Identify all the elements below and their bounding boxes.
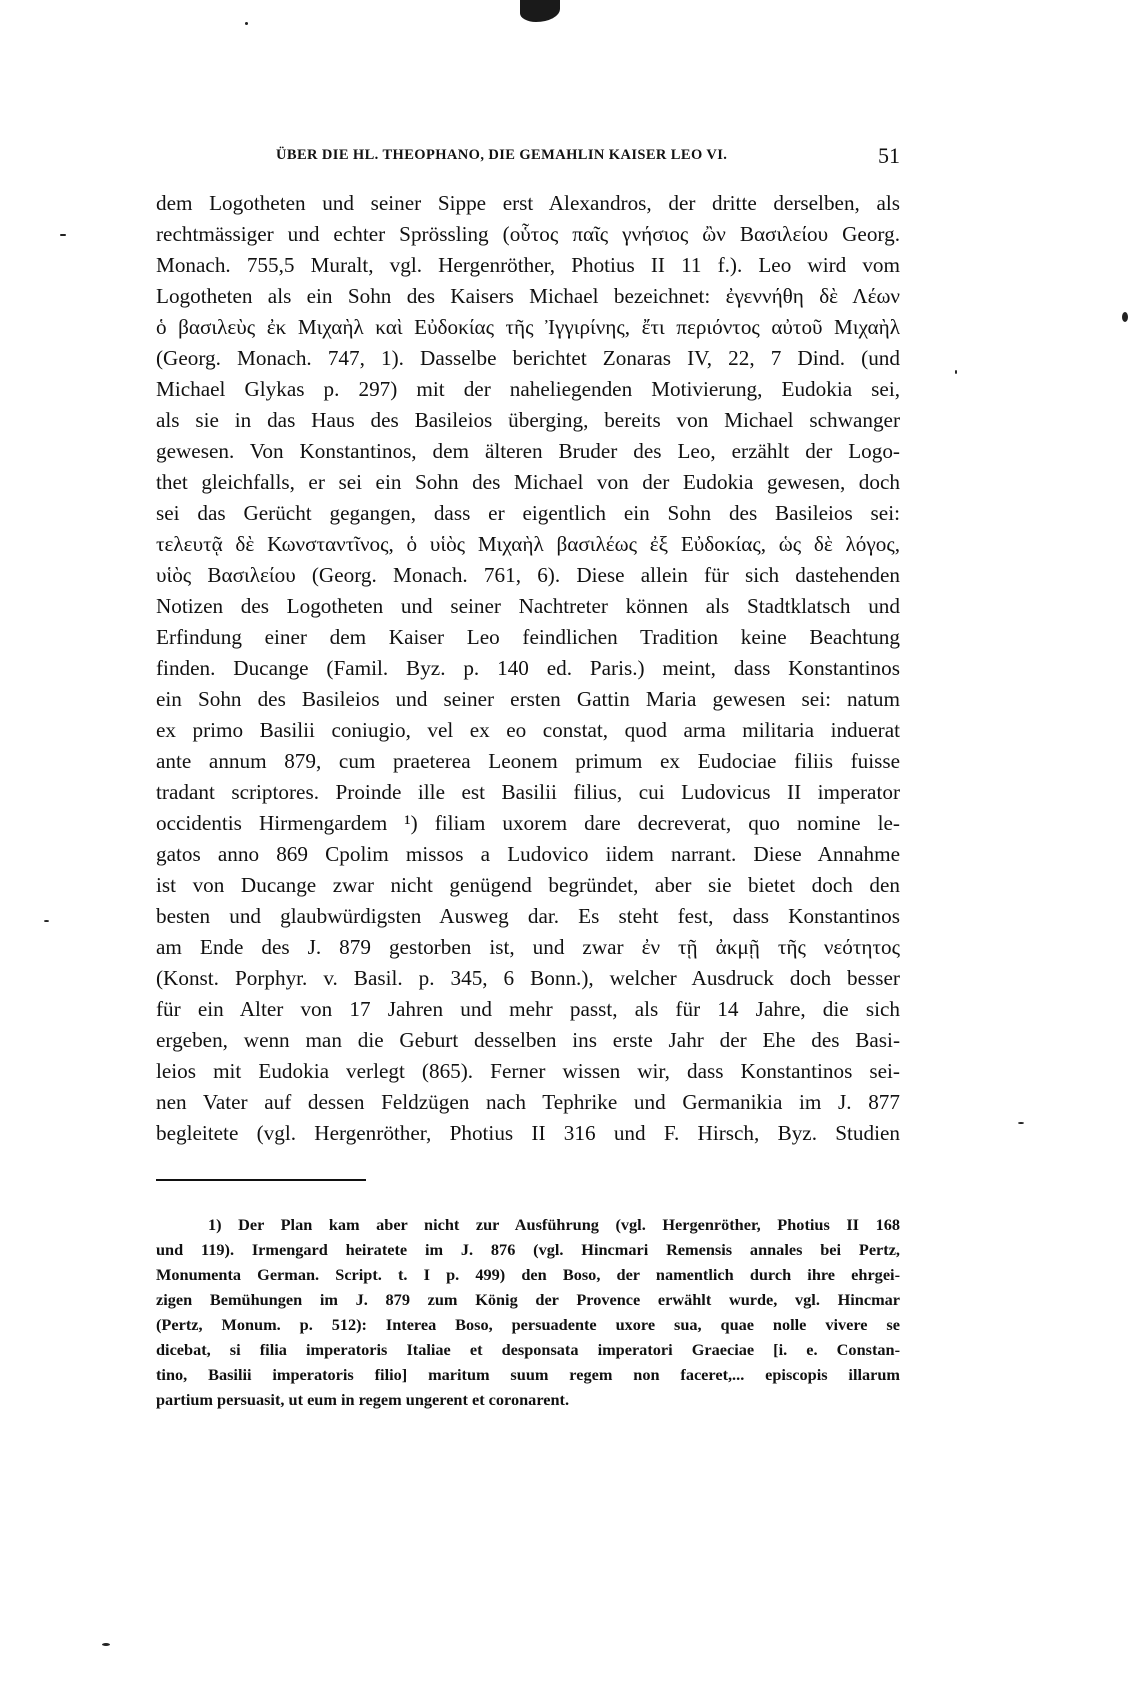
text-line: ὁ βασιλεὺς ἐκ Μιχαὴλ καὶ Εὐδοκίας τῆς Ἰγγιρίνης, ἔτι περιόντος αὐτοῦ Μιχαὴλ [156, 315, 900, 339]
footnote-line: zigen Bemühungen im J. 879 zum König der Provence erwählt wurde, vgl. Hincmar [156, 1290, 900, 1309]
text-line: rechtmässiger und echter Sprössling (οὗτος παῖς γνήσιος ὢν Βασιλείου Georg. [156, 222, 900, 246]
text-line: für ein Alter von 17 Jahren und mehr passt, als für 14 Jahre, die sich [156, 997, 900, 1021]
text-line: dem Logotheten und seiner Sippe erst Alexandros, der dritte derselben, als [156, 191, 900, 215]
running-title: ÜBER DIE HL. THEOPHANO, DIE GEMAHLIN KAISER LEO VI. [276, 147, 728, 163]
text-line: (Konst. Porphyr. v. Basil. p. 345, 6 Bonn.), welcher Ausdruck doch besser [156, 966, 900, 990]
text-line: gewesen. Von Konstantinos, dem älteren Bruder des Leo, erzählt der Logo- [156, 439, 900, 463]
text-line: ex primo Basilii coniugio, vel ex eo constat, quod arma militaria induerat [156, 718, 900, 742]
text-line: Notizen des Logotheten und seiner Nachtreter können als Stadtklatsch und [156, 594, 900, 618]
footnote-divider [156, 1179, 366, 1181]
page-number: 51 [878, 143, 900, 168]
text-line: ergeben, wenn man die Geburt desselben ins erste Jahr der Ehe des Basi- [156, 1028, 900, 1052]
text-line: (Georg. Monach. 747, 1). Dasselbe berichtet Zonaras IV, 22, 7 Dind. (und [156, 346, 900, 370]
scan-speck [44, 920, 49, 922]
text-line: tradant scriptores. Proinde ille est Basilii filius, cui Ludovicus II imperator [156, 780, 900, 804]
footnote [156, 1212, 900, 1412]
text-line: gatos anno 869 Cpolim missos a Ludovico iidem narrant. Diese Annahme [156, 842, 900, 866]
text-line: thet gleichfalls, er sei ein Sohn des Michael von der Eudokia gewesen, doch [156, 470, 900, 494]
scan-blot [520, 0, 560, 22]
main-text [156, 188, 900, 1149]
footnote-line: Monumenta German. Script. t. I p. 499) den Boso, der namentlich durch ihre ehrgei- [156, 1265, 900, 1284]
text-line: ante annum 879, cum praeterea Leonem primum ex Eudociae filiis fuisse [156, 749, 900, 773]
text-line: Erfindung einer dem Kaiser Leo feindlichen Tradition keine Beachtung [156, 625, 900, 649]
scan-speck [1018, 1122, 1024, 1124]
page-header [156, 143, 900, 169]
footnote-line: und 119). Irmengard heiratete im J. 876 (vgl. Hincmari Remensis annales bei Pertz, [156, 1240, 900, 1259]
text-line: τελευτᾷ δὲ Κωνσταντῖνος, ὁ υἱὸς Μιχαὴλ βασιλέως ἐξ Εὐδοκίας, ὡς δὲ λόγος, [156, 532, 900, 556]
text-line: besten und glaubwürdigsten Ausweg dar. Es steht fest, dass Konstantinos [156, 904, 900, 928]
scan-speck [102, 1643, 110, 1646]
footnote-line: partium persuasit, ut eum in regem ungerent et coronarent. [156, 1390, 570, 1409]
scan-speck [60, 234, 66, 236]
text-line: finden. Ducange (Famil. Byz. p. 140 ed. Paris.) meint, dass Konstantinos [156, 656, 900, 680]
text-line: Michael Glykas p. 297) mit der naheliegenden Motivierung, Eudokia sei, [156, 377, 900, 401]
text-line: am Ende des J. 879 gestorben ist, und zwar ἐν τῇ ἀκμῇ τῆς νεότητος [156, 935, 900, 959]
text-line: Logotheten als ein Sohn des Kaisers Michael bezeichnet: ἐγεννήθη δὲ Λέων [156, 284, 900, 308]
scan-speck [245, 22, 248, 25]
text-line: als sie in das Haus des Basileios überging, bereits von Michael schwanger [156, 408, 900, 432]
footnote-line: 1) Der Plan kam aber nicht zur Ausführung (vgl. Hergenröther, Photius II 168 [208, 1215, 900, 1234]
text-line: sei das Gerücht gegangen, dass er eigentlich ein Sohn des Basileios sei: [156, 501, 900, 525]
text-line: leios mit Eudokia verlegt (865). Ferner wissen wir, dass Konstantinos sei- [156, 1059, 900, 1083]
text-line: Monach. 755,5 Muralt, vgl. Hergenröther, Photius II 11 f.). Leo wird vom [156, 253, 900, 277]
scan-speck [1122, 312, 1128, 322]
text-line: occidentis Hirmengardem ¹) filiam uxorem dare decreverat, quo nomine le- [156, 811, 900, 835]
footnote-line: dicebat, si filia imperatoris Italiae et desponsata imperatori Graeciae [i. e. Constan- [156, 1340, 900, 1359]
text-line: ein Sohn des Basileios und seiner ersten Gattin Maria gewesen sei: natum [156, 687, 900, 711]
text-line: υἱὸς Βασιλείου (Georg. Monach. 761, 6). Diese allein für sich dastehenden [156, 563, 900, 587]
footnote-line: tino, Basilii imperatoris filio] maritum suum regem non faceret,... episcopis illarum [156, 1365, 900, 1384]
text-line: begleitete (vgl. Hergenröther, Photius II 316 und F. Hirsch, Byz. Studien [156, 1121, 900, 1145]
text-line: nen Vater auf dessen Feldzügen nach Tephrike und Germanikia im J. 877 [156, 1090, 900, 1114]
text-line: ist von Ducange zwar nicht genügend begründet, aber sie bietet doch den [156, 873, 900, 897]
footnote-line: (Pertz, Monum. p. 512): Interea Boso, persuadente uxore sua, quae nolle vivere se [156, 1315, 900, 1334]
scan-speck [955, 370, 957, 374]
